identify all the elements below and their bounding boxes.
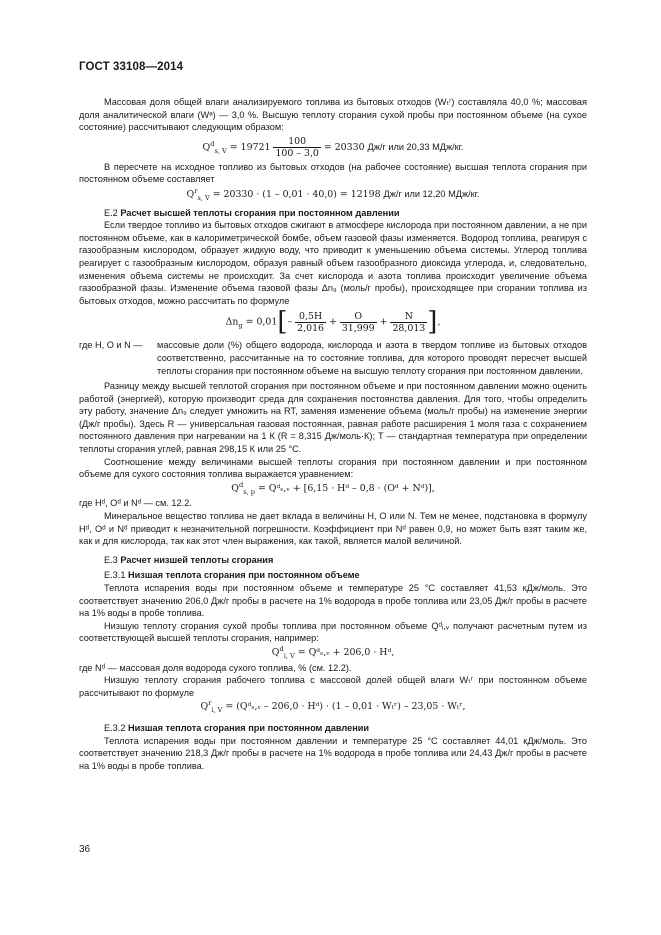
formula-unit-text: Дж/г или 20,33 МДж/кг.: [367, 141, 464, 152]
section-title: Низшая теплота сгорания при постоянном давлении: [128, 722, 370, 733]
paragraph: Низшую теплоту сгорания сухой пробы топлива при постоянном объеме Qᵈᵢ,ᵥ получают расчетным путем из соответствующей высшей теплоты сгорания, например:: [79, 620, 587, 644]
formula-fraction: [390, 311, 427, 334]
formula-sup: r: [194, 186, 198, 195]
formula-sup: d: [210, 139, 215, 148]
formula-fraction: [295, 311, 326, 334]
definition-text: массовые доли (%) общего водорода, кислорода и азота в твердом топливе из бытовых отходов соответственно, рассчитанные на то состояние топлива, для которого проводят пересчет высшей теплоты сгорания при постоянном объеме на высшую теплоту сгорания при постоянном давлении.: [157, 340, 587, 376]
formula-sub: i, V: [283, 651, 295, 660]
fraction-denominator: 100 – 3,0: [275, 147, 319, 159]
paragraph: В пересчете на исходное топливо из бытовых отходов (на рабочее состояние) высшая теплота сгорания при постоянном объеме составляет: [79, 161, 587, 185]
paragraph: Соотношение между величинами высшей теплоты сгорания при постоянном давлении и при постоянном объеме для сухого состояния топлива выражается уравнением:: [79, 456, 587, 480]
formula-sub: g: [238, 321, 243, 330]
formula-part: = 19721: [229, 141, 271, 153]
section-number: Е.2: [104, 207, 118, 218]
section-number: Е.3.1: [104, 570, 126, 581]
formula-sub: s, V: [214, 146, 227, 155]
section-number: Е.3: [104, 554, 118, 565]
formula-delta-ng: $\Delta n_g = 0,01[-$ $\frac{0,5H}{2,016}$ + $\frac{O}{31,999}$ + $\frac{N}{28,013}$ ],: [225, 307, 441, 338]
formula-sup: d: [238, 480, 244, 489]
formula-symbol: Δn: [225, 316, 239, 328]
section-title: Расчет высшей теплоты сгорания при постоянном давлении: [120, 207, 400, 218]
definition-label: где Н, О и N —: [79, 340, 143, 351]
paragraph: где Hᵈ, Oᵈ и Nᵈ — см. 12.2.: [79, 498, 192, 509]
formula-sup: r: [208, 699, 212, 708]
bracket-open: [: [277, 307, 288, 338]
paragraph: Теплота испарения воды при постоянном объеме и температуре 25 °С составляет 41,53 кДж/моль. Это соответствует значению 206,0 Дж/г пробы в расчете на 1% водорода в пробе топлива или 23,05 Дж/г пробы в расчете на 1% воды в пробе топлива.: [79, 583, 587, 619]
fraction-numerator: O: [340, 311, 377, 323]
formula-sub: s, p: [243, 487, 255, 496]
fraction-numerator: N: [390, 311, 427, 323]
definition-list: [79, 339, 587, 377]
formula-qd-sp: [79, 480, 587, 496]
fraction-numerator: 100: [273, 136, 320, 148]
paragraph: Если твердое топливо из бытовых отходов сжигают в атмосфере кислорода при постоянном давлении, а не при постоянном объеме, как в калориметрической бомбе, объем газовой фазы изменяется. Водород топлива, реагируя с газообразным кислородом, образует жидкую воду, что приводит к уменьшению объема системы. Углерод топлива реагирует с газообразным кислородом, образуя равный объем газообразного диоксида углерода, и, следовательно, изменения объема системы не происходит. За счет кислорода и азота топлива происходит увеличение объема газообразной фазы. Изменение объема газовой фазы Δn₉ (моль/г пробы), происходящее при сгорании топлива из бытовых отходов, можно рассчитать по формуле: [79, 220, 587, 306]
section-heading: [79, 554, 587, 567]
section-heading: [79, 207, 587, 220]
paragraph: Разницу между высшей теплотой сгорания при постоянном объеме и при постоянном давлении можно оценить работой (энергией), которую производит среда для сохранения постоянства давления. Для того, чтобы определить эту работу, значение Δn₉ следует умножить на RT, заменяя изменение объема (моль/г пробы) на изменение энергии (Дж/г пробы). Здесь R — универсальная газовая постоянная, равная работе расширения 1 моля газа с сохранением постоянного давления при нагревании на 1 К (R = 8,315 Дж/моль·К); T — стандартная температура при определении теплоты сгорания углей, равная 298,15 К или 25 °С.: [79, 381, 587, 455]
formula-symbol: Q: [200, 701, 209, 713]
formula-qr-sv: [79, 188, 587, 202]
formula-part: = (Qᵈₛ,ᵥ – 206,0 · Hᵈ) · (1 – 0,01 · Wₜʳ) – 23,05 · Wₜʳ,: [225, 701, 466, 713]
formula-part: = Qᵈₛ,ᵥ + [6,15 · Hᵈ – 0,8 · (Oᵈ + Nᵈ)],: [257, 482, 435, 494]
fraction-denominator: 31,999: [341, 322, 375, 334]
paragraph: Массовая доля общей влаги анализируемого топлива из бытовых отходов (Wₜʳ) составляла 40,0 %; массовая доля аналитической влаги (Wᵃ) — 3,0 %. Высшую теплоту сгорания сухой пробы при постоянном объеме (на сухое состояние) рассчитывают следующим образом:: [79, 97, 587, 133]
formula-fraction: [340, 311, 377, 334]
fraction-denominator: 28,013: [392, 322, 426, 334]
subsection-heading: [79, 722, 587, 735]
formula-symbol: Q: [271, 646, 280, 658]
formula-fraction: [273, 136, 320, 159]
formula-qr-iv: [79, 701, 587, 714]
paragraph: где Nᵈ — массовая доля водорода сухого топлива, % (см. 12.2).: [79, 662, 352, 673]
formula-sub: i, V: [211, 706, 223, 715]
formula-sub: s, V: [197, 193, 210, 202]
fraction-numerator: 0,5H: [295, 311, 326, 323]
page-number: 36: [79, 844, 91, 855]
page-content: [79, 96, 587, 772]
formula-part: = 0,01: [245, 316, 278, 328]
formula-unit-text: Дж/г или 12,20 МДж/кг.: [383, 188, 480, 199]
formula-qd-iv: [79, 644, 587, 660]
paragraph: Минеральное вещество топлива не дает вклада в величины Н, О или N. Тем не менее, подстановка в формулу Hᵈ, Oᵈ и Nᵈ приводит к незначительной погрешности. Коэффициент при Nᵈ равен 0,9, но может быть взят таким же, как и для кислорода, так как этот член выражения, как такой, является малой величиной.: [79, 511, 587, 547]
section-number: Е.3.2: [104, 722, 126, 733]
standard-header: ГОСТ 33108—2014: [79, 61, 184, 73]
formula-symbol: Q: [231, 482, 239, 494]
formula-symbol: Q: [202, 141, 211, 153]
section-title: Расчет низшей теплоты сгорания: [120, 554, 274, 565]
formula-part: = Qᵈₛ,ᵥ + 206,0 · Hᵈ,: [297, 646, 395, 658]
formula-part: = 20330 · (1 – 0,01 · 40,0) = 12198: [212, 188, 381, 200]
formula-qd-sv: [79, 136, 587, 159]
fraction-denominator: 2,016: [297, 322, 324, 334]
paragraph: Низшую теплоту сгорания рабочего топлива с массовой долей общей влаги Wₜʳ при постоянном объеме рассчитывают по формуле: [79, 675, 587, 698]
section-title: Низшая теплота сгорания при постоянном объеме: [128, 570, 360, 581]
formula-symbol: Q: [186, 188, 195, 200]
bracket-close: ]: [427, 307, 438, 338]
subsection-heading: [79, 569, 587, 582]
formula-sup: d: [279, 644, 284, 653]
paragraph: Теплота испарения воды при постоянном давлении и температуре 25 °С составляет 44,01 кДж/моль. Это соответствует значению 218,3 Дж/г пробы в расчете на 1% водорода в пробе топлива или 24,43 Дж/г пробы в расчете на 1% воды в пробе топлива.: [79, 735, 587, 771]
formula-part: = 20330: [323, 141, 365, 153]
